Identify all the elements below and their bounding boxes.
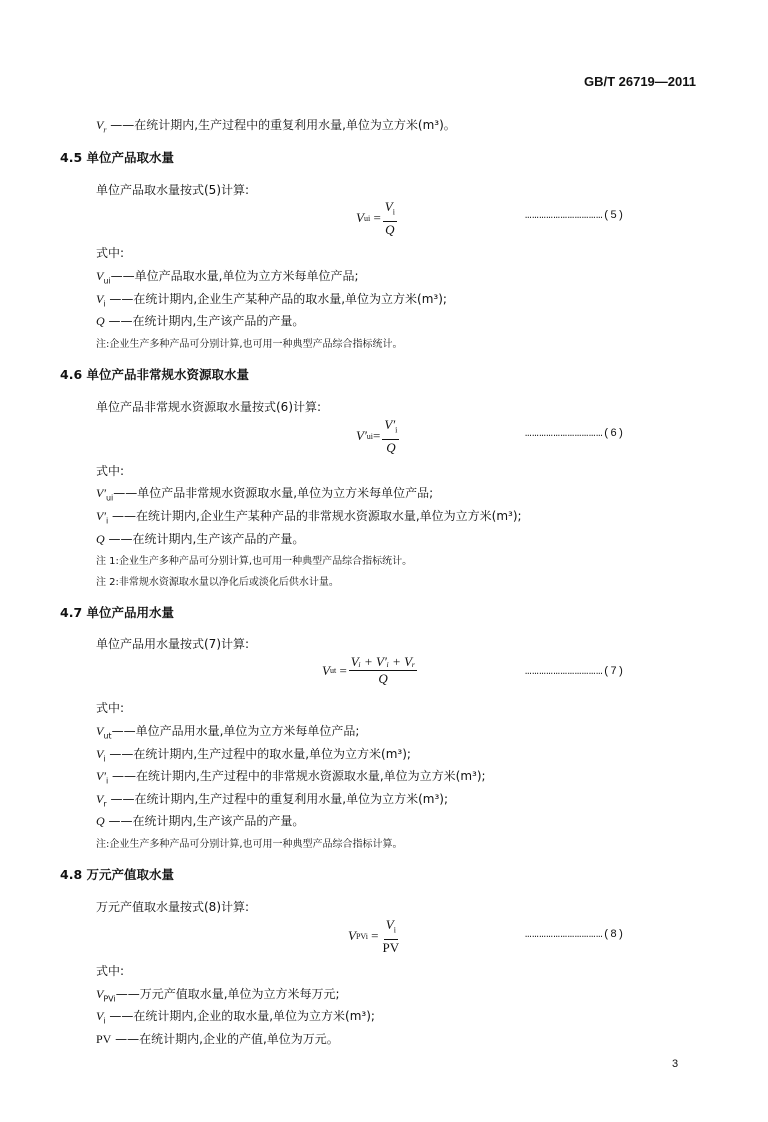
where-label: 式中: [96,464,125,478]
equation-number: ……………………………(8) [525,929,625,941]
definition-line: $V_{PVi}——$万元产值取水量,单位为立方米每万元; [96,987,340,1004]
definition-line: Q ——在统计期内,生产该产品的产量。 [96,314,305,328]
note-1: 注 1:企业生产多种产品可分别计算,也可用一种典型产品综合指标统计。 [96,556,413,567]
definition-line: $V_{ui}——$单位产品取水量,单位为立方米每单位产品; [96,269,359,286]
note: 注:企业生产多种产品可分别计算,也可用一种典型产品综合指标统计。 [96,339,403,350]
definition-line: $V_i$ ——在统计期内,企业的取水量,单位为立方米(m³); [96,1009,375,1026]
formula-7: V ut = $\frac{\text{Vᵢ + V′ᵢ + Vᵣ}}{Q}$ [322,654,416,686]
equation-number: ……………………………(5) [525,210,625,222]
section-intro: 单位产品非常规水资源取水量按式(6)计算: [96,400,322,414]
formula-6: V′ ui = $\frac{V'_i}{Q}$ [356,417,398,455]
section-heading-4-8: 4.8 万元产值取水量 [60,867,174,882]
definition-line: $V_r$ ——在统计期内,生产过程中的重复利用水量,单位为立方米(m³)。 [96,118,456,135]
where-label: 式中: [96,246,125,260]
definition-line: $V_i$ ——在统计期内,企业生产某种产品的取水量,单位为立方米(m³); [96,292,447,309]
equation-number: ……………………………(6) [525,428,625,440]
section-intro: 单位产品用水量按式(7)计算: [96,637,250,651]
section-heading-4-7: 4.7 单位产品用水量 [60,605,174,620]
definition-line: Q ——在统计期内,生产该产品的产量。 [96,532,305,546]
definition-line: $V'_{ui}——$单位产品非常规水资源取水量,单位为立方米每单位产品; [96,486,434,503]
note: 注:企业生产多种产品可分别计算,也可用一种典型产品综合指标计算。 [96,839,403,850]
page-number: 3 [672,1058,679,1070]
equation-number: ……………………………(7) [525,666,625,678]
definition-line: $V'_i$ ——在统计期内,生产过程中的非常规水资源取水量,单位为立方米(m³); [96,769,486,786]
formula-8: V PVi = $\frac{V_i}{PV}$ [348,917,400,955]
definition-line: PV ——在统计期内,企业的产值,单位为万元。 [96,1032,339,1046]
definition-line: $V_{ut}——$单位产品用水量,单位为立方米每单位产品; [96,724,360,741]
definition-line: $V_r$ ——在统计期内,生产过程中的重复利用水量,单位为立方米(m³); [96,792,449,809]
definition-line: $V'_i$ ——在统计期内,企业生产某种产品的非常规水资源取水量,单位为立方米(m³); [96,509,522,526]
section-intro: 单位产品取水量按式(5)计算: [96,183,250,197]
formula-5: V ui = $\frac{V_i}{Q}$ [356,199,395,237]
definition-line: Q ——在统计期内,生产该产品的产量。 [96,814,305,828]
note-2: 注 2:非常规水资源取水量以净化后或淡化后供水计量。 [96,577,339,588]
standard-number: GB/T 26719—2011 [583,74,696,89]
where-label: 式中: [96,964,125,978]
where-label: 式中: [96,701,125,715]
section-heading-4-5: 4.5 单位产品取水量 [60,150,174,165]
definition-line: $V_i$ ——在统计期内,生产过程中的取水量,单位为立方米(m³); [96,747,411,764]
section-intro: 万元产值取水量按式(8)计算: [96,900,250,914]
section-heading-4-6: 4.6 单位产品非常规水资源取水量 [60,367,249,382]
